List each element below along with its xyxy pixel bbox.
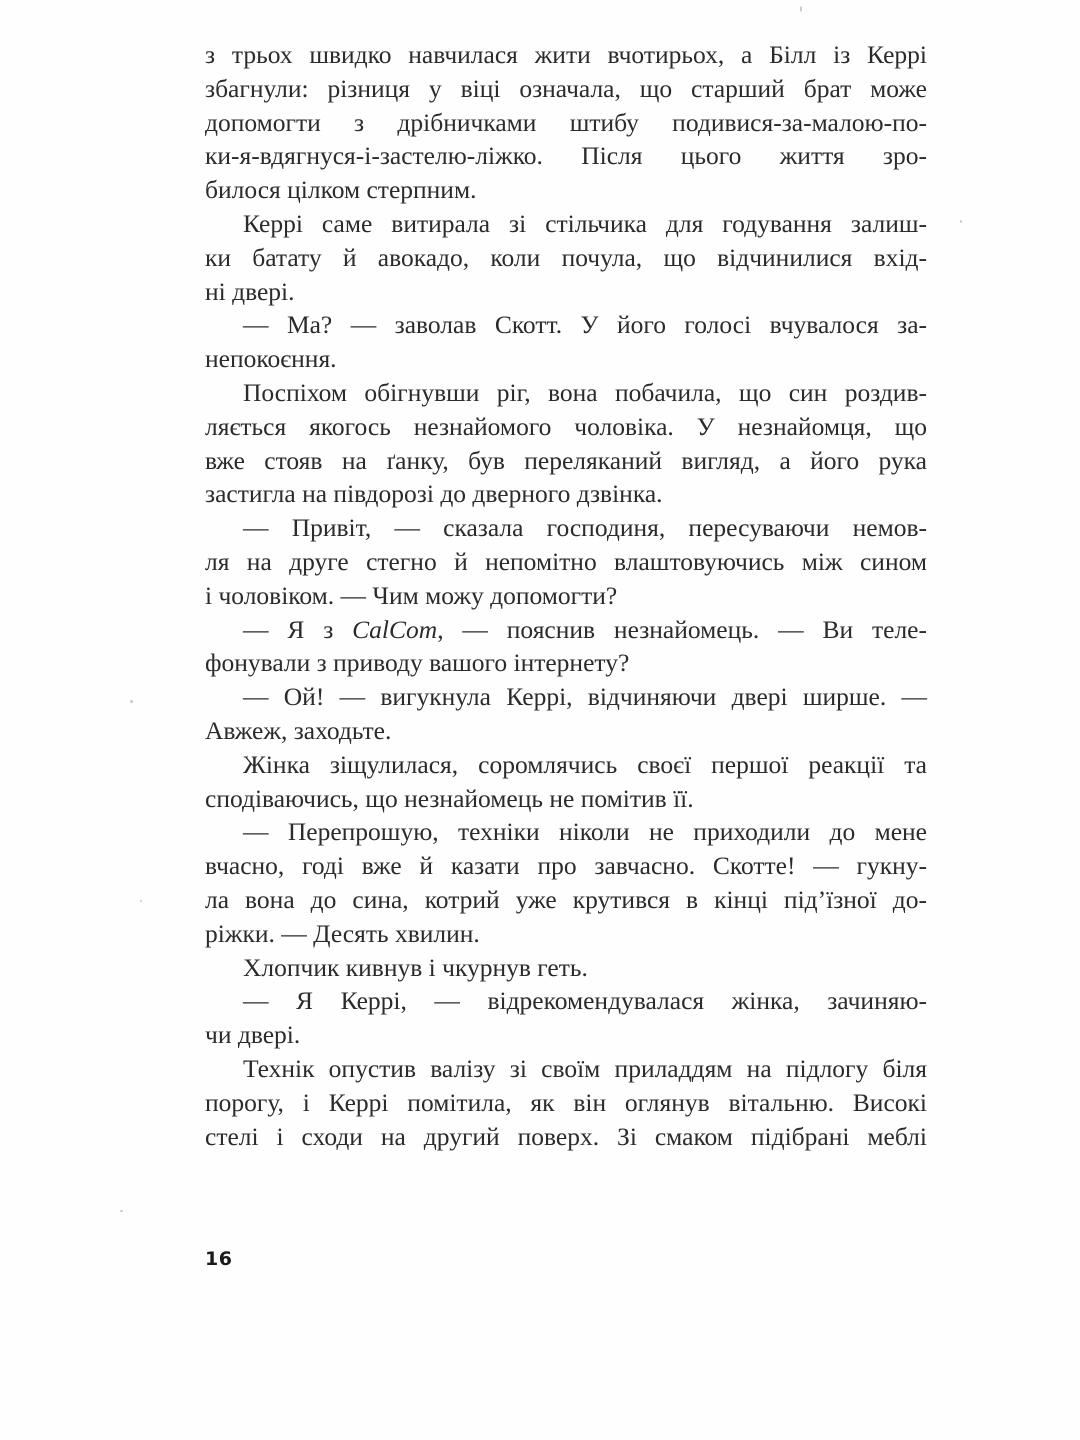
paper-speck — [960, 220, 962, 223]
text-line: збагнули: різниця у віці означала, що старший брат може — [205, 73, 927, 103]
brand-name: CalCom — [352, 614, 438, 644]
text-line: порогу, і Керрі помітила, як він оглянув вітальню. Високі — [205, 1087, 927, 1117]
text-line: — Я з CalCom, — пояснив незнайомець. — Ви теле- — [243, 614, 927, 644]
text-line: — Перепрошую, техніки ніколи не приходили до мене — [243, 817, 927, 847]
paper-speck — [130, 700, 133, 703]
text-line: Поспіхом обігнувши ріг, вона побачила, що син роздив- — [243, 377, 927, 407]
text-line: застигла на півдорозі до дверного дзвінка. — [205, 479, 663, 509]
text-line: фонували з приводу вашого інтернету? — [205, 648, 630, 678]
text-line: — Ой! — вигукнула Керрі, відчиняючи двері ширше. — — [243, 682, 927, 712]
text-line: ки-я-вдягнуся-і-застелю-ліжко. Після цього життя зро- — [205, 141, 927, 171]
text-line: ріжки. — Десять хвилин. — [205, 918, 480, 948]
paper-speck — [140, 900, 142, 902]
text-line: — Я Керрі, — відрекомендувалася жінка, зачиняю- — [243, 986, 927, 1016]
text-line: Керрі саме витирала зі стільчика для годування залиш- — [243, 208, 927, 238]
text-line: — Ма? — заволав Скотт. У його голосі вчувалося за- — [243, 310, 927, 340]
body-text — [205, 38, 927, 1153]
text-line: з трьох швидко навчилася жити вчотирьох, а Білл із Керрі — [205, 40, 927, 69]
text-line: стелі і сходи на другий поверх. Зі смаком підібрані меблі — [205, 1121, 927, 1151]
text-line: — Привіт, — сказала господиня, пересуваючи немов- — [243, 513, 927, 543]
text-line: Жінка зіщулилася, соромлячись своєї першої реакції та — [243, 749, 927, 779]
text-line: билося цілком стерпним. — [205, 175, 477, 205]
text-line: допомогти з дрібничками штибу подивися-за-малою-по- — [205, 107, 927, 137]
page-number: 16 — [205, 1248, 233, 1270]
text-line: чи двері. — [205, 1020, 301, 1050]
text-line: вчасно, годі вже й казати про завчасно. Скотте! — гукну- — [205, 851, 927, 881]
text-line: Технік опустив валізу зі своїм приладдям на підлогу біля — [243, 1053, 927, 1083]
text-line: ляється якогось незнайомого чоловіка. У незнайомця, що — [205, 411, 927, 441]
text-line: вже стояв на ґанку, був переляканий вигляд, а його рука — [205, 445, 927, 475]
text-line: ля на друге стегно й непомітно влаштовуючись між сином — [205, 546, 927, 576]
text-line: сподіваючись, що незнайомець не помітив її. — [205, 783, 694, 813]
text-line: і чоловіком. — Чим можу допомогти? — [205, 580, 618, 610]
text-line: ні двері. — [205, 276, 295, 306]
text-line: ки батату й авокадо, коли почула, що відчинилися вхід- — [205, 242, 927, 272]
text-line: непокоєння. — [205, 344, 337, 374]
paper-speck — [800, 6, 802, 12]
text-line: Хлопчик кивнув і чкурнув геть. — [243, 952, 588, 982]
text-line: Авжеж, заходьте. — [205, 715, 392, 745]
text-line: ла вона до сина, котрий уже крутився в кінці під’їзної до- — [205, 884, 927, 914]
paper-speck — [120, 1210, 123, 1212]
